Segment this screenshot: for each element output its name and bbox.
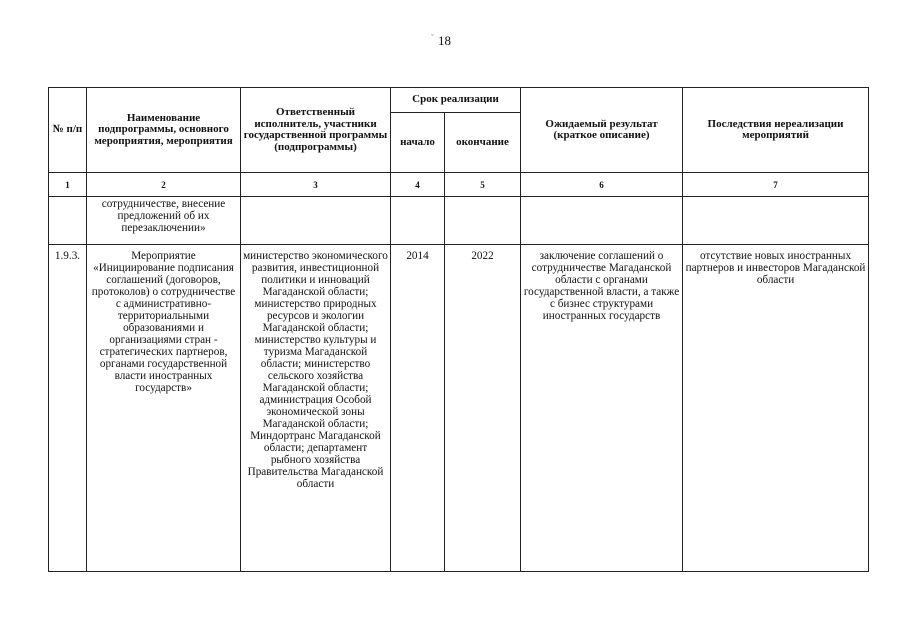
- cell-start: 2014: [391, 245, 445, 572]
- cell-name: Мероприятие «Инициирование подписания соглашений (договоров, протоколов) о сотрудничестве с административно-территориальными образованиями и организациями стран - стратегических партнеров, органами государственной власти иностранных государств»: [87, 245, 241, 572]
- cell-executor: [241, 197, 391, 245]
- header-executor: Ответственный исполнитель, участники государственной программы (подпрограммы): [241, 88, 391, 173]
- column-number: 4: [391, 173, 445, 197]
- header-consequences: Последствия нереализации мероприятий: [683, 88, 869, 173]
- header-result: Ожидаемый результат (краткое описание): [521, 88, 683, 173]
- column-number: 3: [241, 173, 391, 197]
- column-number: 2: [87, 173, 241, 197]
- continuation-row: [49, 197, 869, 245]
- header-name: Наименование подпрограммы, основного мероприятия, мероприятия: [87, 88, 241, 173]
- activities-table: [48, 87, 869, 572]
- column-number: 5: [445, 173, 521, 197]
- cell-executor: министерство экономического развития, инвестиционной политики и инноваций Магаданской области; министерство природных ресурсов и экологии Магаданской области; министерство культуры и туризма Магаданской области; министерство сельского хозяйства Магаданской области; администрация Особой экономической зоны Магаданской области; Миндортранс Магаданской области; департамент рыбного хозяйства Правительства Магаданской области: [241, 245, 391, 572]
- scan-mark: ˇ: [431, 33, 434, 42]
- header-start: начало: [391, 113, 445, 173]
- column-number: 7: [683, 173, 869, 197]
- cell-consequences: [683, 197, 869, 245]
- cell-consequences: отсутствие новых иностранных партнеров и инвесторов Магаданской области: [683, 245, 869, 572]
- header-end: окончание: [445, 113, 521, 173]
- column-number: 6: [521, 173, 683, 197]
- page-number: 18: [438, 33, 451, 48]
- cell-end: [445, 197, 521, 245]
- cell-start: [391, 197, 445, 245]
- header-num: № п/п: [49, 88, 87, 173]
- cell-num: [49, 197, 87, 245]
- header-period: Срок реализации: [391, 88, 521, 113]
- cell-result: [521, 197, 683, 245]
- header-row-top: [49, 88, 869, 113]
- cell-end: 2022: [445, 245, 521, 572]
- cell-num: 1.9.3.: [49, 245, 87, 572]
- column-number: 1: [49, 173, 87, 197]
- cell-name: сотрудничестве, внесение предложений об их перезаключении»: [87, 197, 241, 245]
- table-row: [49, 245, 869, 572]
- column-numbers-row: [49, 173, 869, 197]
- cell-result: заключение соглашений о сотрудничестве Магаданской области с органами государственной власти, а также с бизнес структурами иностранных государств: [521, 245, 683, 572]
